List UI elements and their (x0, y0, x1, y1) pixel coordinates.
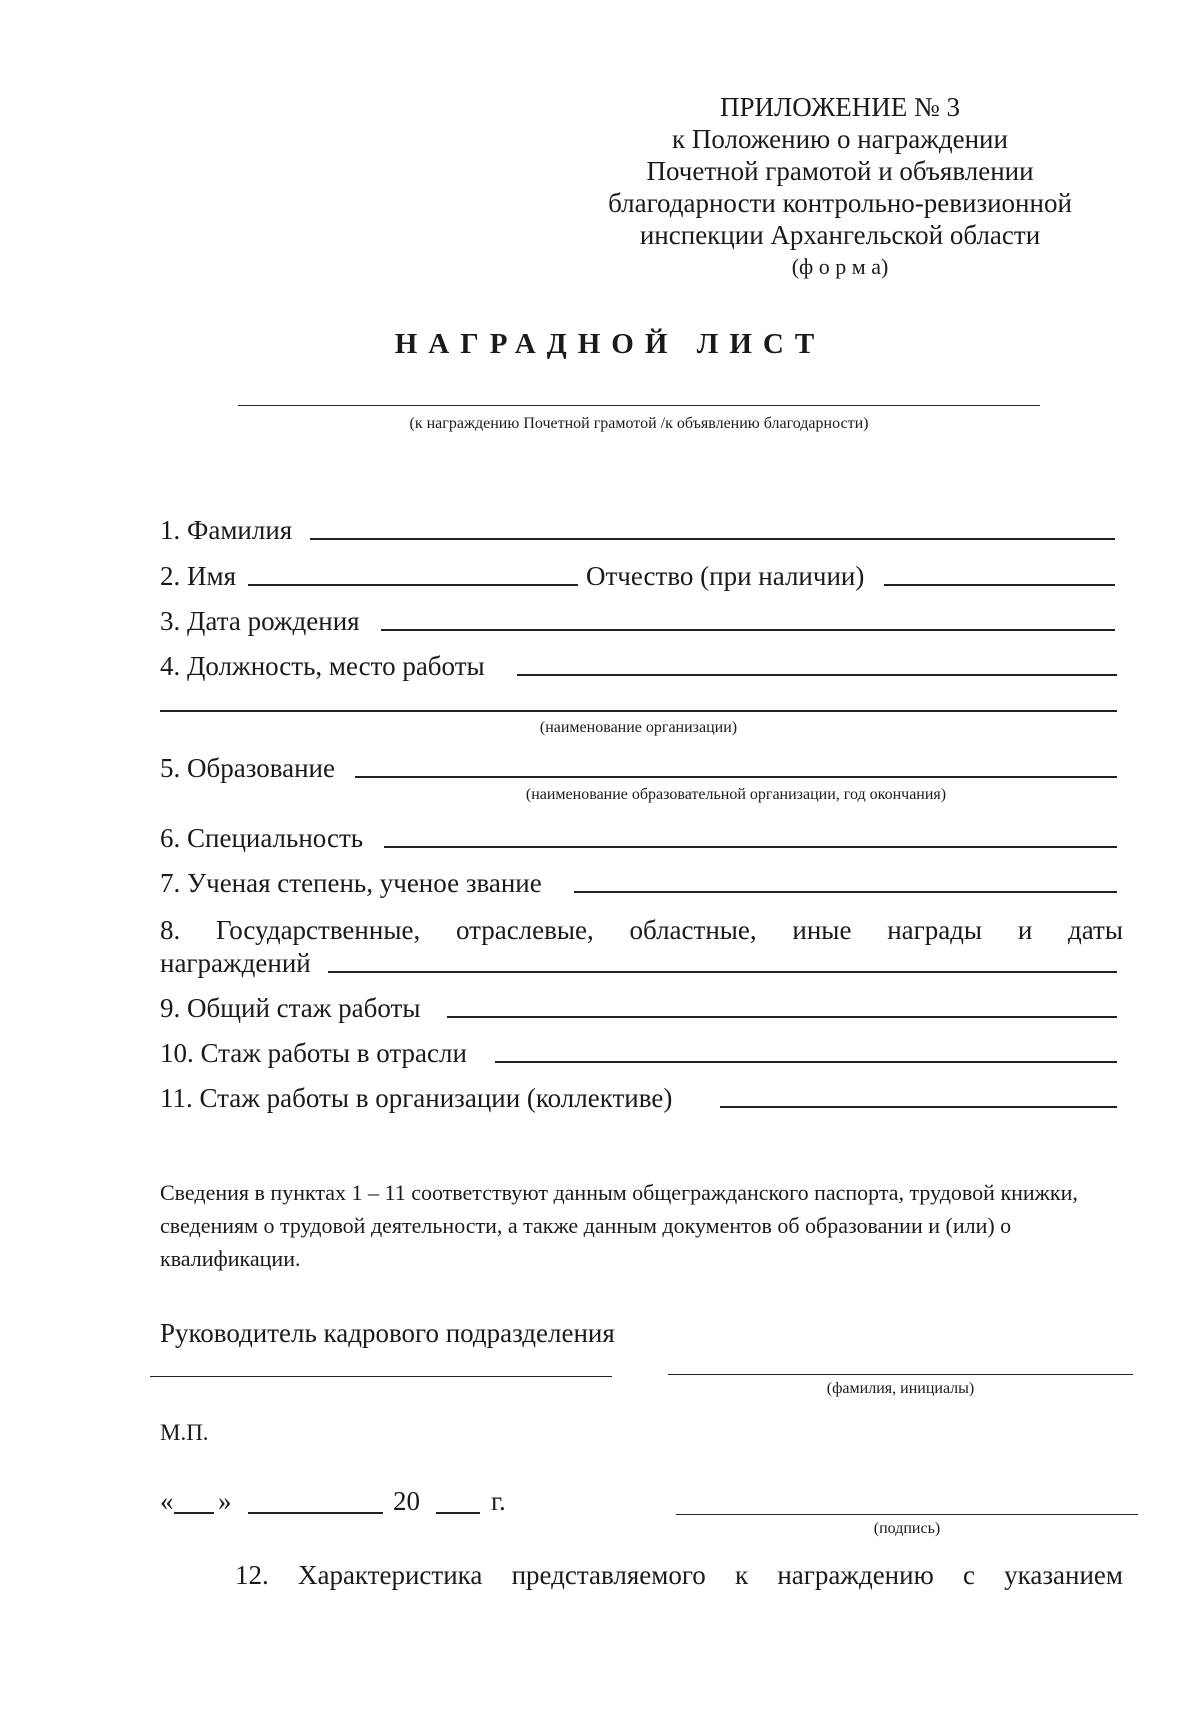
hr-position-line[interactable] (150, 1376, 612, 1377)
awards-word: даты (1068, 915, 1123, 945)
field-label-birthdate: 3. Дата рождения (160, 606, 360, 636)
field-line-total-experience[interactable] (447, 1016, 1117, 1018)
date-year-line[interactable] (436, 1512, 480, 1514)
field-line-specialty[interactable] (384, 846, 1117, 848)
field-line-patronymic[interactable] (884, 584, 1115, 586)
awards-word: 8. (160, 915, 181, 945)
item-12-characteristics (235, 1560, 1123, 1591)
item-12-word: с (962, 1560, 975, 1590)
item-12-word: 12. (235, 1560, 269, 1590)
field-line-name[interactable] (248, 584, 578, 586)
field-line-education[interactable] (355, 776, 1117, 778)
awards-word: и (1017, 915, 1033, 945)
item-12-word: к (734, 1560, 749, 1590)
appendix-number: ПРИЛОЖЕНИЕ № 3 (719, 92, 961, 122)
date-month-line[interactable] (248, 1512, 383, 1514)
field-label-specialty: 6. Специальность (160, 823, 364, 853)
field-label-name: 2. Имя (160, 561, 237, 591)
name-caption: (фамилия, инициалы) (826, 1380, 975, 1397)
field-label-education: 5. Образование (160, 753, 335, 783)
item-12-word: Характеристика (297, 1560, 483, 1590)
field-line-birthdate[interactable] (381, 629, 1115, 631)
field-label-awards-line2: награждений (160, 948, 311, 978)
document-title: НАГРАДНОЙ ЛИСТ (394, 328, 826, 360)
awards-word: Государственные, (216, 915, 421, 945)
field-line-surname[interactable] (310, 538, 1115, 540)
item-12-word: указанием (1004, 1560, 1123, 1590)
awards-word: областные, (629, 915, 757, 945)
appendix-ref-line: к Положению о награждении (672, 124, 1008, 154)
signature-line[interactable] (676, 1514, 1138, 1515)
field-label-patronymic: Отчество (при наличии) (586, 561, 865, 591)
year-suffix: г. (491, 1486, 506, 1516)
title-caption: (к награждению Почетной грамотой /к объявлению благодарности) (409, 415, 869, 432)
field-label-position: 4. Должность, место работы (160, 651, 485, 681)
form-label: (ф о р м а) (791, 254, 889, 279)
education-caption: (наименование образовательной организации, год окончания) (525, 786, 947, 803)
date-open-quote: « (160, 1486, 174, 1516)
field-label-total-experience: 9. Общий стаж работы (160, 993, 421, 1023)
data-source-note: Сведения в пунктах 1 – 11 соответствуют данным общегражданского паспорта, трудовой книжки, сведениям о трудовой деятельности, а также данным документов об образовании и (или) о квалификации. (160, 1180, 1078, 1271)
field-label-org-experience: 11. Стаж работы в организации (коллективе) (160, 1083, 673, 1113)
field-label-awards (160, 915, 1123, 946)
field-line-degree[interactable] (574, 891, 1117, 893)
date-close-quote: » (218, 1486, 232, 1516)
awards-word: награды (887, 915, 983, 945)
hr-head-label: Руководитель кадрового подразделения (160, 1318, 615, 1348)
item-12-word: награждению (777, 1560, 934, 1590)
field-line-industry-experience[interactable] (495, 1061, 1117, 1063)
field-label-surname: 1. Фамилия (160, 515, 293, 545)
appendix-ref-line: благодарности контрольно-ревизионной (608, 188, 1072, 218)
item-12-word: представляемого (511, 1560, 706, 1590)
signature-caption: (подпись) (873, 1520, 941, 1537)
field-line-position[interactable] (517, 674, 1117, 676)
awards-word: иные (792, 915, 852, 945)
hr-name-line[interactable] (668, 1374, 1133, 1375)
stamp-place: М.П. (160, 1420, 209, 1445)
field-line-org-experience[interactable] (720, 1106, 1117, 1108)
field-line-organization[interactable] (160, 710, 1117, 712)
year-prefix: 20 (393, 1486, 420, 1516)
appendix-ref-line: Почетной грамотой и объявлении (646, 156, 1034, 186)
field-label-industry-experience: 10. Стаж работы в отрасли (160, 1038, 467, 1068)
title-underline (238, 405, 1040, 406)
date-day-line[interactable] (174, 1512, 214, 1514)
organization-caption: (наименование организации) (539, 719, 738, 736)
awards-word: отраслевые, (455, 915, 594, 945)
field-line-awards[interactable] (328, 971, 1117, 973)
field-label-degree: 7. Ученая степень, ученое звание (160, 868, 542, 898)
appendix-ref-line: инспекции Архангельской области (639, 220, 1041, 250)
